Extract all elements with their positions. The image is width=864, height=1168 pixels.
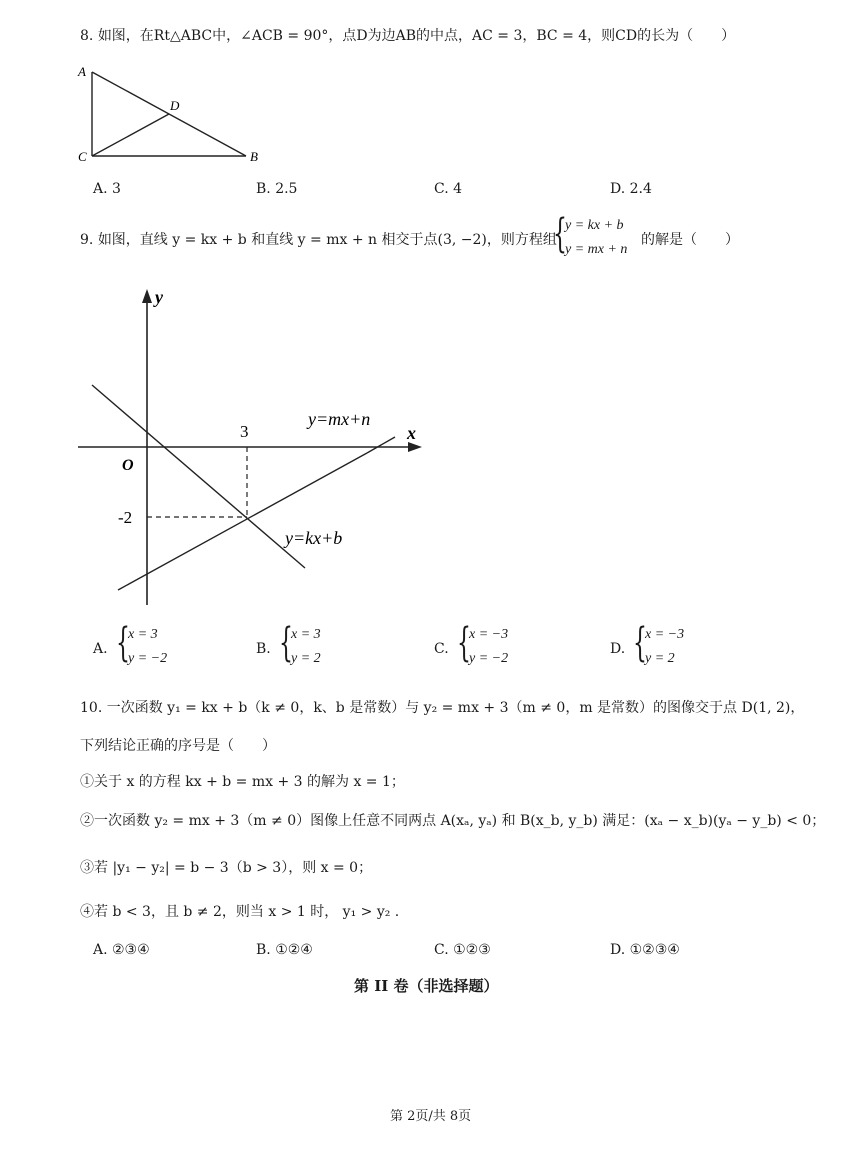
label-b: B xyxy=(250,149,258,164)
q10-statement-4: ④若 b < 3，且 b ≠ 2，则当 x > 1 时， y₁ > y₂ . xyxy=(80,904,400,920)
q9-option-b-line1: x = 3 xyxy=(291,627,321,642)
q8-option-c[interactable]: C. 4 xyxy=(434,181,463,197)
q10-stem-line2: 下列结论正确的序号是（ ） xyxy=(80,738,276,754)
q10-stem-line1 xyxy=(80,699,804,717)
label-a: A xyxy=(78,64,86,79)
x-axis-arrow xyxy=(408,442,422,452)
q10-statement-2: ②一次函数 y₂ = mx + 3（m ≠ 0）图像上任意不同两点 A(xₐ, yₐ) 和 B(x_b, y_b) 满足：(xₐ − x_b)(yₐ − y_b) < 0； xyxy=(80,813,826,829)
line-mx-n-lower xyxy=(118,453,367,590)
q9-option-b-letter[interactable]: B. xyxy=(256,641,271,657)
q10-option-d[interactable]: D. ①②③④ xyxy=(610,942,680,958)
q10-option-a[interactable]: A. ②③④ xyxy=(93,942,150,958)
q9-option-a-line1: x = 3 xyxy=(128,627,158,642)
label-c: C xyxy=(78,149,87,164)
page-footer: 第 2页/共 8页 xyxy=(390,1109,472,1124)
tick-x-3: 3 xyxy=(240,422,249,441)
q10-statement-1: ①关于 x 的方程 kx + b = mx + 3 的解为 x = 1； xyxy=(80,774,405,790)
origin-label: O xyxy=(122,457,134,474)
q9-option-a-system[interactable]: { x = 3 y = −2 xyxy=(116,620,168,666)
x-axis-label: x xyxy=(407,423,416,443)
q10-option-b[interactable]: B. ①②④ xyxy=(256,942,313,958)
label-kx-b: y=kx+b xyxy=(285,528,343,548)
q9-option-d-line1: x = −3 xyxy=(645,627,685,642)
y-axis-arrow xyxy=(142,289,152,303)
q9-option-c-line1: x = −3 xyxy=(469,627,509,642)
q10-number: 10. xyxy=(80,700,103,716)
segment-cd xyxy=(92,114,169,156)
label-mx-n: y=mx+n xyxy=(308,409,371,429)
section-title: 第 II 卷（非选择题） xyxy=(354,977,499,995)
q8-option-a[interactable]: A. 3 xyxy=(93,181,121,197)
q9-option-b-line2: y = 2 xyxy=(291,651,321,666)
q9-system-line2: y = mx + n xyxy=(565,242,628,257)
q10-option-c[interactable]: C. ①②③ xyxy=(434,942,491,958)
q8-triangle-figure xyxy=(74,62,274,170)
q9-stem xyxy=(80,231,557,249)
line-mx-n-upper xyxy=(367,437,395,453)
q9-text-b: 的解是（ ） xyxy=(641,232,739,248)
q9-option-d-system[interactable]: { x = −3 y = 2 xyxy=(633,620,685,666)
q9-option-c-system[interactable]: { x = −3 y = −2 xyxy=(457,620,509,666)
q9-option-c-letter[interactable]: C. xyxy=(434,641,449,657)
q9-text-a: 如图，直线 y = kx + b 和直线 y = mx + n 相交于点(3, −2)，则方程组 xyxy=(97,232,557,248)
y-axis-label: y xyxy=(155,287,163,307)
q9-equation-system: { y = kx + b y = mx + n xyxy=(553,211,628,257)
line-kx-b xyxy=(92,385,305,568)
q9-system-line1: y = kx + b xyxy=(565,218,624,233)
q9-number: 9. xyxy=(80,232,94,248)
q8-text: 如图，在Rt△ABC中，∠ACB = 90°，点D为边AB的中点，AC = 3，BC = 4，则CD的长为（ ） xyxy=(97,28,736,44)
q9-option-b-system[interactable]: { x = 3 y = 2 xyxy=(279,620,321,666)
q9-graph xyxy=(70,285,430,610)
q9-option-a-line2: y = −2 xyxy=(128,651,168,666)
q10-text1: 一次函数 y₁ = kx + b（k ≠ 0，k、b 是常数）与 y₂ = mx + 3（m ≠ 0，m 是常数）的图像交于点 D(1, 2)， xyxy=(106,700,805,716)
label-d: D xyxy=(170,98,180,113)
tick-y-neg2: -2 xyxy=(118,508,133,527)
q8-option-d[interactable]: D. 2.4 xyxy=(610,181,652,197)
q10-statement-3: ③若 |y₁ − y₂| = b − 3（b > 3），则 x = 0； xyxy=(80,860,373,876)
q9-option-a-letter[interactable]: A. xyxy=(93,641,108,657)
q8-option-b[interactable]: B. 2.5 xyxy=(256,181,298,197)
q9-option-d-letter[interactable]: D. xyxy=(610,641,626,657)
q8-number: 8. xyxy=(80,28,94,44)
q9-option-c-line2: y = −2 xyxy=(469,651,509,666)
q9-option-d-line2: y = 2 xyxy=(645,651,675,666)
q8-stem xyxy=(80,27,735,45)
